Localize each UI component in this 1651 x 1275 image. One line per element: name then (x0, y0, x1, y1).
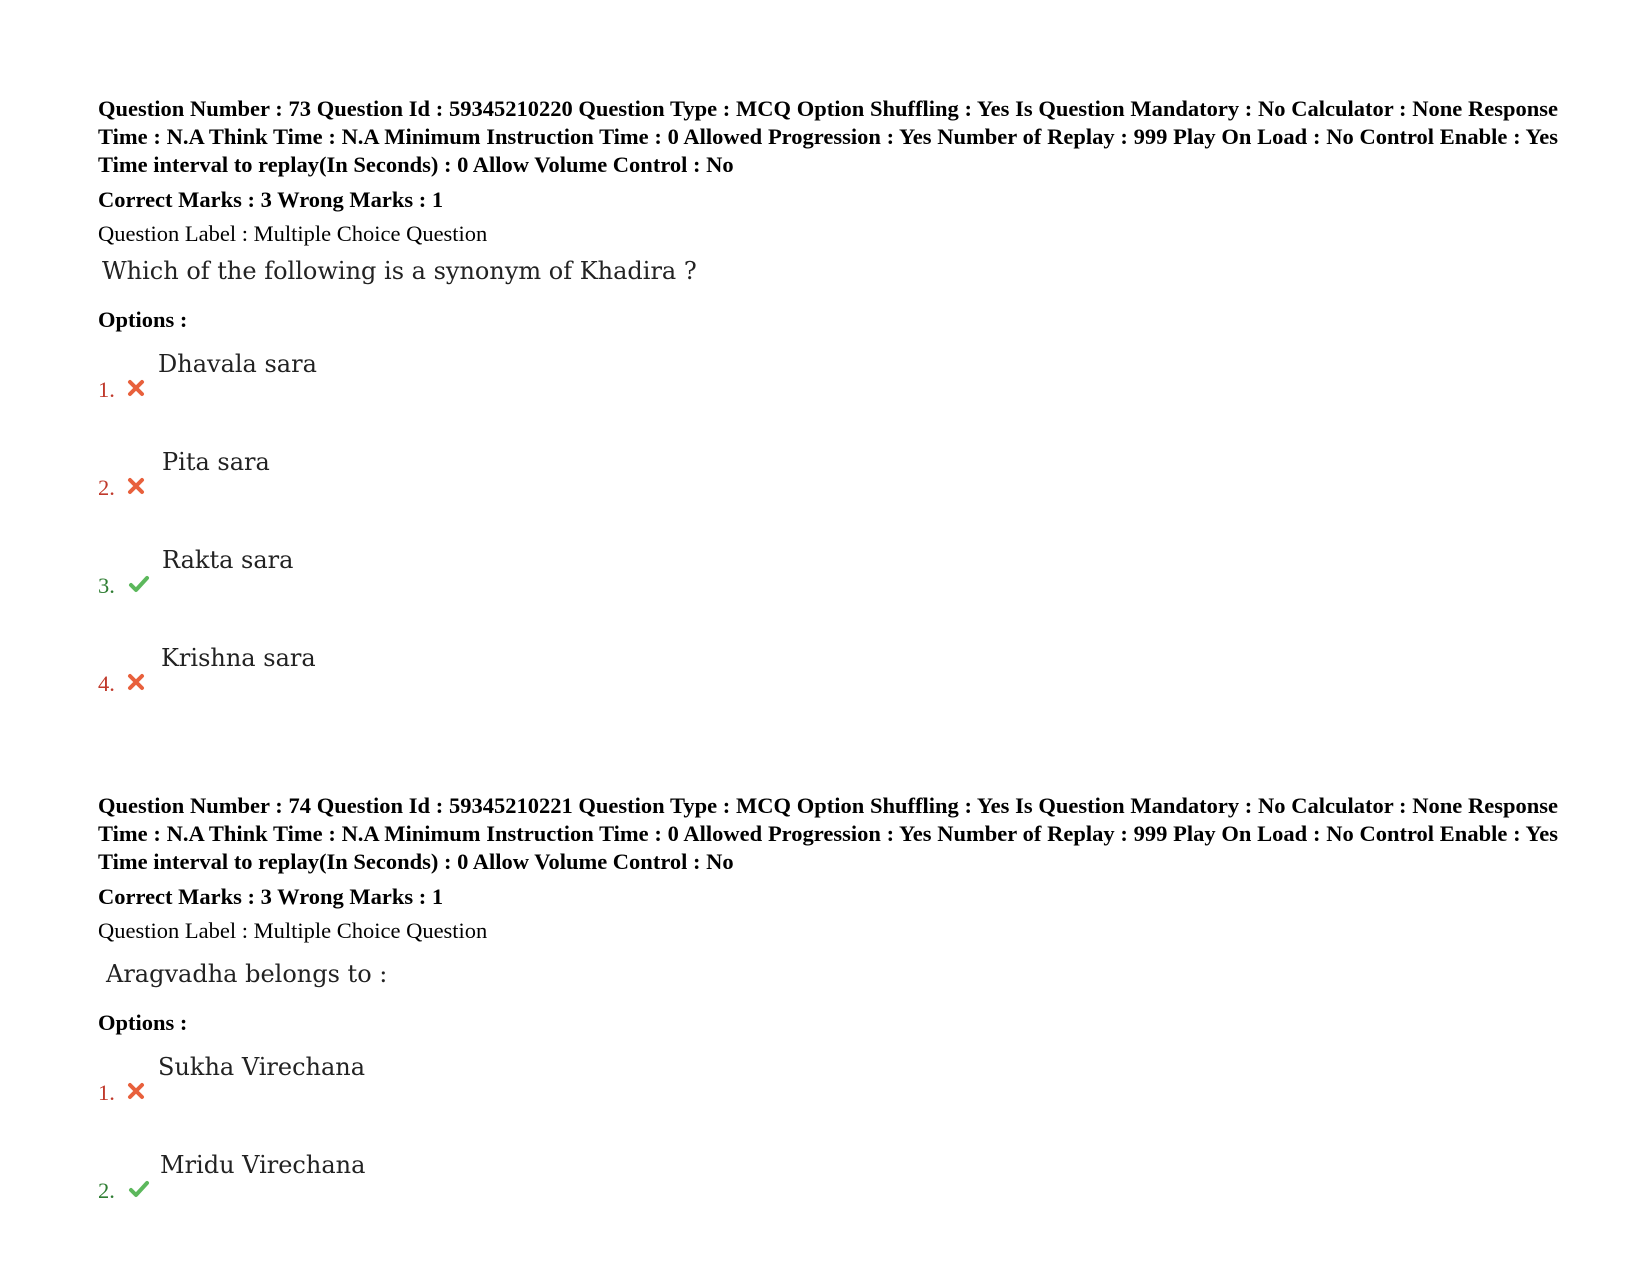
question-meta: Question Number : 74 Question Id : 59345210221 Question Type : MCQ Option Shuffling : Yes Is Question Mandatory : No Calculator : None Response Time : N.A Think Time : N.A Minimum Instruction Time : 0 Allowed Progression : Yes Number of Replay : 999 Play On Load : No Control Enable : Yes Time interval to replay(In Seconds) : 0 Allow Volume Control : No (98, 793, 1558, 874)
option-text: Dhavala sara (158, 350, 317, 378)
option-text: Mridu Virechana (160, 1151, 366, 1179)
option-2 (98, 1151, 698, 1211)
cross-icon (126, 672, 146, 692)
cross-icon (126, 1081, 146, 1101)
option-text: Rakta sara (162, 546, 294, 574)
option-text: Krishna sara (161, 644, 316, 672)
option-number: 2. (98, 475, 115, 500)
option-4 (98, 644, 698, 704)
question-label: Question Label : Multiple Choice Question (98, 918, 488, 943)
option-3 (98, 546, 698, 606)
options-title: Options : (98, 1010, 188, 1035)
option-number: 2. (98, 1178, 115, 1203)
question-marks: Correct Marks : 3 Wrong Marks : 1 (98, 884, 444, 909)
options-title: Options : (98, 307, 188, 332)
option-2 (98, 448, 698, 508)
option-number: 3. (98, 573, 115, 598)
question-block-73 (98, 95, 1558, 696)
question-meta: Question Number : 73 Question Id : 59345210220 Question Type : MCQ Option Shuffling : Yes Is Question Mandatory : No Calculator : None Response Time : N.A Think Time : N.A Minimum Instruction Time : 0 Allowed Progression : Yes Number of Replay : 999 Play On Load : No Control Enable : Yes Time interval to replay(In Seconds) : 0 Allow Volume Control : No (98, 96, 1558, 177)
cross-icon (126, 378, 146, 398)
question-text: Which of the following is a synonym of Khadira ? (102, 257, 697, 285)
option-number: 1. (98, 1080, 115, 1105)
cross-icon (126, 476, 146, 496)
check-icon (126, 1179, 150, 1199)
question-marks: Correct Marks : 3 Wrong Marks : 1 (98, 187, 444, 212)
question-text: Aragvadha belongs to : (106, 960, 388, 988)
check-icon (126, 574, 150, 594)
option-number: 1. (98, 377, 115, 402)
option-text: Sukha Virechana (158, 1053, 366, 1081)
option-1 (98, 1053, 698, 1113)
option-text: Pita sara (162, 448, 270, 476)
option-number: 4. (98, 671, 115, 696)
option-1 (98, 350, 698, 410)
question-block-74 (98, 792, 1558, 1203)
question-label: Question Label : Multiple Choice Question (98, 221, 488, 246)
